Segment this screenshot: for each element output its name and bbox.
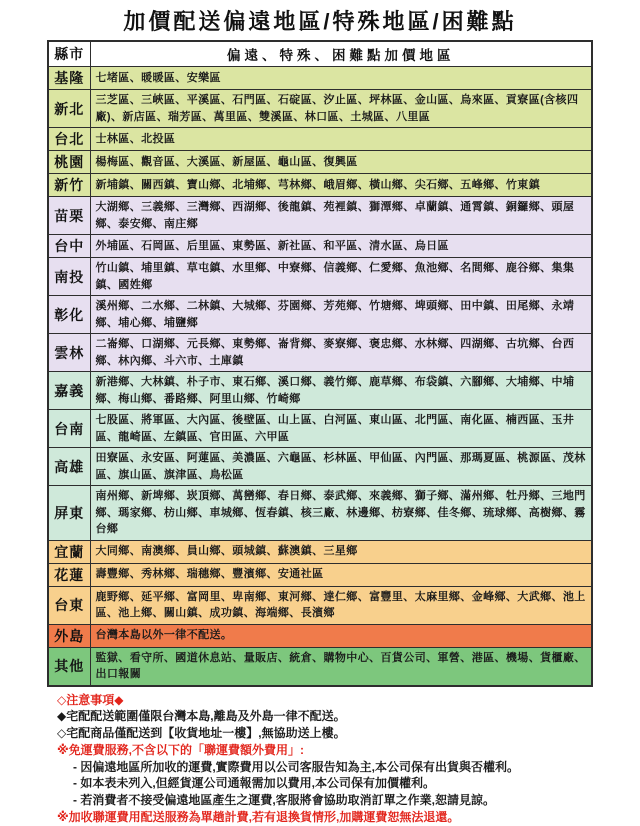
- county-label: 苗栗: [48, 197, 90, 235]
- table-header-row: [48, 41, 592, 67]
- table-row: [48, 540, 592, 563]
- note-line: ◆宅配配送範圍僅限台灣本島,離島及外島一律不配送。: [57, 709, 346, 724]
- table-body: [48, 67, 592, 686]
- area-list: 新港鄉、大林鎮、朴子市、東石鄉、溪口鄉、義竹鄉、鹿草鄉、布袋鎮、六腳鄉、大埔鄉、中埔鄉、梅山鄉、番路鄉、阿里山鄉、竹崎鄉: [90, 372, 592, 410]
- note-line: - 如本表未列入,但經貨運公司通報需加以費用,本公司保有加價權利。: [73, 776, 436, 791]
- county-label: 外島: [48, 624, 90, 647]
- area-list: 士林區、北投區: [90, 128, 592, 151]
- area-list: 南州鄉、新埤鄉、崁頂鄉、萬巒鄉、春日鄉、泰武鄉、來義鄉、獅子鄉、滿州鄉、牡丹鄉、三地門鄉、瑪家鄉、枋山鄉、車城鄉、恆春鎮、核三廠、林邊鄉、枋寮鄉、佳冬鄉、琉球鄉、高樹鄉、霧台鄉: [90, 486, 592, 541]
- area-list: 大同鄉、南澳鄉、員山鄉、頭城鎮、蘇澳鎮、三星鄉: [90, 540, 592, 563]
- area-list: 新埔鎮、關西鎮、寶山鄉、北埔鄉、芎林鄉、峨眉鄉、橫山鄉、尖石鄉、五峰鄉、竹東鎮: [90, 174, 592, 197]
- county-label: 台中: [48, 235, 90, 258]
- table-row: [48, 586, 592, 624]
- area-list: 七股區、將軍區、大內區、後壁區、山上區、白河區、東山區、北門區、南化區、楠西區、玉井區、龍崎區、左鎮區、官田區、六甲區: [90, 410, 592, 448]
- table-row: [48, 563, 592, 586]
- county-label: 台北: [48, 128, 90, 151]
- county-label: 屏東: [48, 486, 90, 541]
- areas-column-header: 偏遠、特殊、困難點加價地區: [90, 41, 592, 67]
- area-list: 竹山鎮、埔里鎮、草屯鎮、水里鄉、中寮鄉、信義鄉、仁愛鄉、魚池鄉、名間鄉、鹿谷鄉、集集鎮、國姓鄉: [90, 258, 592, 296]
- table-row: [48, 235, 592, 258]
- table-row: [48, 258, 592, 296]
- note-line: ※免運費服務,不含以下的「聯運費額外費用」:: [57, 742, 304, 757]
- area-list: 二崙鄉、口湖鄉、元長鄉、東勢鄉、崙背鄉、麥寮鄉、褒忠鄉、水林鄉、四湖鄉、古坑鄉、台西鄉、林內鄉、斗六市、土庫鎮: [90, 334, 592, 372]
- area-list: 壽豐鄉、秀林鄉、瑞穗鄉、豐濱鄉、安通社區: [90, 563, 592, 586]
- table-row: [48, 410, 592, 448]
- county-label: 花蓮: [48, 563, 90, 586]
- county-label: 台東: [48, 586, 90, 624]
- table-row: [48, 334, 592, 372]
- county-label: 基隆: [48, 67, 90, 90]
- table-row: [48, 90, 592, 128]
- table-row: [48, 647, 592, 686]
- note-line: ◇宅配商品僅配送到【收貨地址一樓】,無協助送上樓。: [57, 726, 346, 741]
- area-list: 溪州鄉、二水鄉、二林鎮、大城鄉、芬園鄉、芳苑鄉、竹塘鄉、埤頭鄉、田中鎮、田尾鄉、永靖鄉、埔心鄉、埔鹽鄉: [90, 296, 592, 334]
- county-label: 高雄: [48, 448, 90, 486]
- note-line: ◇注意事項◆: [57, 692, 124, 707]
- county-label: 雲林: [48, 334, 90, 372]
- table-row: [48, 151, 592, 174]
- area-list: 田寮區、永安區、阿蓮區、美濃區、六龜區、杉林區、甲仙區、內門區、那瑪夏區、桃源區、茂林區、旗山區、旗津區、鳥松區: [90, 448, 592, 486]
- notes-section: [57, 692, 617, 826]
- table-row: [48, 67, 592, 90]
- table-row: [48, 197, 592, 235]
- county-column-header: 縣市: [48, 41, 90, 67]
- county-label: 南投: [48, 258, 90, 296]
- table-row: [48, 624, 592, 647]
- note-line: - 因偏遠地區所加收的運費,實際費用以公司客服告知為主,本公司保有出貨與否權利。: [73, 759, 520, 774]
- area-list: 台灣本島以外一律不配送。: [90, 624, 592, 647]
- surcharge-area-table: [47, 40, 593, 687]
- county-label: 台南: [48, 410, 90, 448]
- county-label: 桃園: [48, 151, 90, 174]
- area-list: 三芝區、三峽區、平溪區、石門區、石碇區、汐止區、坪林區、金山區、烏來區、貢寮區(含核四廠)、新店區、瑞芳區、萬里區、雙溪區、林口區、土城區、八里區: [90, 90, 592, 128]
- note-line: - 若消費者不接受偏遠地區產生之運費,客服將會協助取消訂單之作業,恕請見諒。: [73, 793, 496, 808]
- table-row: [48, 128, 592, 151]
- table-row: [48, 486, 592, 541]
- area-list: 七堵區、暖暖區、安樂區: [90, 67, 592, 90]
- county-label: 嘉義: [48, 372, 90, 410]
- county-label: 宜蘭: [48, 540, 90, 563]
- area-list: 楊梅區、觀音區、大溪區、新屋區、龜山區、復興區: [90, 151, 592, 174]
- county-label: 新北: [48, 90, 90, 128]
- note-line: ※加收聯運費用配送服務為單趟計費,若有退換貨情形,加購運費恕無法退還。: [57, 810, 460, 825]
- county-label: 彰化: [48, 296, 90, 334]
- page-title: 加價配送偏遠地區/特殊地區/困難點: [123, 9, 517, 34]
- table-row: [48, 448, 592, 486]
- area-list: 鹿野鄉、延平鄉、富岡里、卑南鄉、東河鄉、達仁鄉、富豐里、太麻里鄉、金峰鄉、大武鄉、池上區、池上鄉、關山鎮、成功鎮、海端鄉、長濱鄉: [90, 586, 592, 624]
- table-row: [48, 372, 592, 410]
- area-list: 大湖鄉、三義鄉、三灣鄉、西湖鄉、後龍鎮、苑裡鎮、獅潭鄉、卓蘭鎮、通霄鎮、銅鑼鄉、頭屋鄉、泰安鄉、南庄鄉: [90, 197, 592, 235]
- table-row: [48, 174, 592, 197]
- area-list: 外埔區、石岡區、后里區、東勢區、新社區、和平區、清水區、烏日區: [90, 235, 592, 258]
- county-label: 其他: [48, 647, 90, 686]
- table-row: [48, 296, 592, 334]
- area-list: 監獄、看守所、國道休息站、量販店、統倉、購物中心、百貨公司、軍營、港區、機場、貨櫃廠、出口報關: [90, 647, 592, 686]
- county-label: 新竹: [48, 174, 90, 197]
